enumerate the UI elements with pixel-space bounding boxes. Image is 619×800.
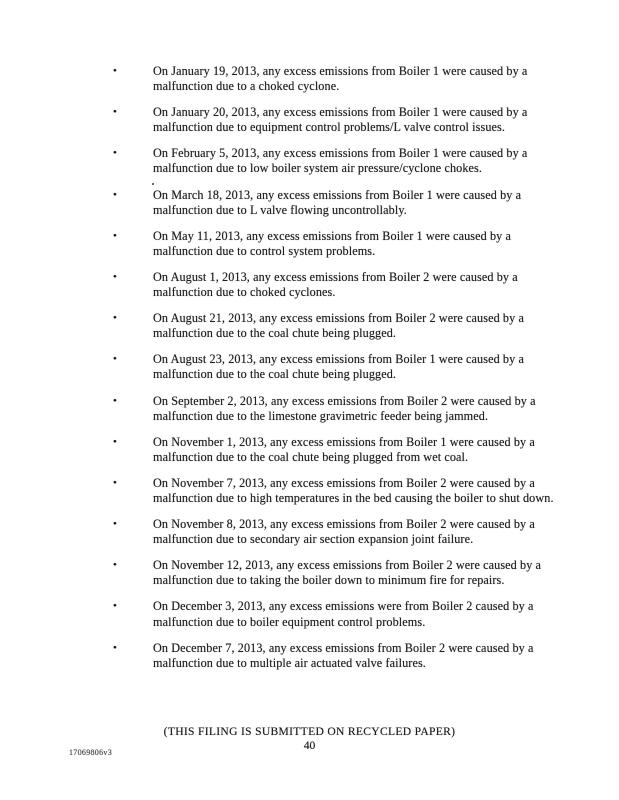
bullet-list — [113, 64, 573, 682]
list-item-line: On December 3, 2013, any excess emissions were from Boiler 2 caused by a — [153, 599, 534, 614]
list-item-line: malfunction due to the limestone gravimetric feeder being jammed. — [153, 408, 489, 423]
list-item — [113, 64, 573, 94]
list-item — [113, 352, 573, 382]
list-item-line: On November 1, 2013, any excess emissions from Boiler 1 were caused by a — [153, 434, 535, 449]
list-item-line: malfunction due to low boiler system air pressure/cyclone chokes. — [153, 161, 483, 176]
bullet-icon: • — [113, 106, 117, 119]
bullet-icon: • — [113, 229, 117, 242]
bullet-icon: • — [113, 65, 117, 77]
list-item-line: On May 11, 2013, any excess emissions from Boiler 1 were caused by a — [153, 228, 512, 243]
list-item-line: On September 2, 2013, any excess emissions from Boiler 2 were caused by a — [153, 393, 536, 408]
list-item-text — [153, 352, 524, 382]
bullet-icon: • — [113, 353, 117, 366]
list-item-line: On August 21, 2013, any excess emissions from Boiler 2 were caused by a — [153, 311, 524, 326]
list-item — [113, 558, 573, 588]
scan-artifact-dot — [152, 183, 154, 185]
list-item-text — [153, 517, 535, 547]
list-item-line: On November 7, 2013, any excess emissions from Boiler 2 were caused by a — [153, 475, 535, 490]
list-item-line: malfunction due to control system problems. — [153, 243, 376, 258]
list-item — [113, 599, 573, 629]
list-item — [113, 270, 573, 300]
bullet-icon: • — [113, 518, 117, 531]
list-item-line: On December 7, 2013, any excess emissions from Boiler 2 were caused by a — [153, 640, 534, 655]
list-item-line: malfunction due to the coal chute being plugged from wet coal. — [153, 449, 469, 464]
recycled-paper-statement: (THIS FILING IS SUBMITTED ON RECYCLED PAPER) — [163, 725, 456, 738]
list-item-text — [153, 188, 521, 218]
list-item-line: malfunction due to high temperatures in the bed causing the boiler to shut down. — [153, 490, 554, 505]
list-item — [113, 146, 573, 176]
list-item-text — [153, 64, 527, 94]
bullet-icon: • — [113, 476, 117, 489]
list-item-line: malfunction due to L valve flowing uncontrollably. — [153, 202, 407, 217]
list-item-text — [153, 146, 527, 176]
bullet-icon: • — [113, 600, 117, 613]
list-item — [113, 188, 573, 218]
list-item — [113, 435, 573, 465]
list-item-text — [153, 229, 511, 259]
bullet-icon: • — [113, 312, 117, 325]
list-item-text — [153, 270, 518, 300]
list-item-line: malfunction due to multiple air actuated valve failures. — [153, 655, 426, 670]
bullet-icon: • — [113, 147, 117, 160]
list-item — [113, 311, 573, 341]
list-item — [113, 105, 573, 135]
list-item-line: On November 12, 2013, any excess emissions from Boiler 2 were caused by a — [153, 558, 542, 573]
list-item-text — [153, 394, 536, 424]
bullet-icon: • — [113, 394, 117, 407]
list-item-line: malfunction due to boiler equipment control problems. — [153, 614, 426, 629]
bullet-icon: • — [113, 435, 117, 448]
list-item-line: malfunction due to the coal chute being plugged. — [153, 367, 397, 382]
bullet-icon: • — [113, 188, 117, 201]
list-item-line: malfunction due to choked cyclones. — [153, 285, 336, 300]
list-item-line: malfunction due to equipment control problems/L valve control issues. — [153, 120, 506, 135]
list-item-text — [153, 435, 535, 465]
bullet-icon: • — [113, 270, 117, 283]
list-item-line: malfunction due to the coal chute being plugged. — [153, 326, 397, 341]
page-number: 40 — [303, 739, 316, 752]
list-item-line: On January 19, 2013, any excess emissions from Boiler 1 were caused by a — [153, 64, 528, 78]
list-item-line: malfunction due to taking the boiler down to minimum fire for repairs. — [153, 573, 505, 588]
list-item-line: On August 1, 2013, any excess emissions from Boiler 2 were caused by a — [153, 269, 518, 284]
list-item-line: On August 23, 2013, any excess emissions from Boiler 1 were caused by a — [153, 352, 524, 367]
list-item-line: On November 8, 2013, any excess emissions from Boiler 2 were caused by a — [153, 517, 535, 532]
list-item-text — [153, 599, 534, 629]
list-item-text — [153, 311, 524, 341]
list-item-text — [153, 641, 534, 671]
list-item-line: malfunction due to a choked cyclone. — [153, 79, 340, 94]
list-item-line: On January 20, 2013, any excess emissions from Boiler 1 were caused by a — [153, 105, 528, 120]
list-item-text — [153, 476, 554, 506]
list-item — [113, 229, 573, 259]
list-item-line: On February 5, 2013, any excess emissions from Boiler 1 were caused by a — [153, 146, 528, 161]
list-item-text — [153, 105, 527, 135]
list-item — [113, 517, 573, 547]
list-item-text — [153, 558, 541, 588]
list-item-line: On March 18, 2013, any excess emissions from Boiler 1 were caused by a — [153, 187, 522, 202]
document-id-stamp: 17069806v3 — [69, 748, 112, 757]
list-item-line: malfunction due to secondary air section expansion joint failure. — [153, 532, 474, 547]
bullet-icon: • — [113, 641, 117, 654]
list-item — [113, 394, 573, 424]
list-item — [113, 641, 573, 671]
bullet-icon: • — [113, 559, 117, 572]
list-item — [113, 476, 573, 506]
